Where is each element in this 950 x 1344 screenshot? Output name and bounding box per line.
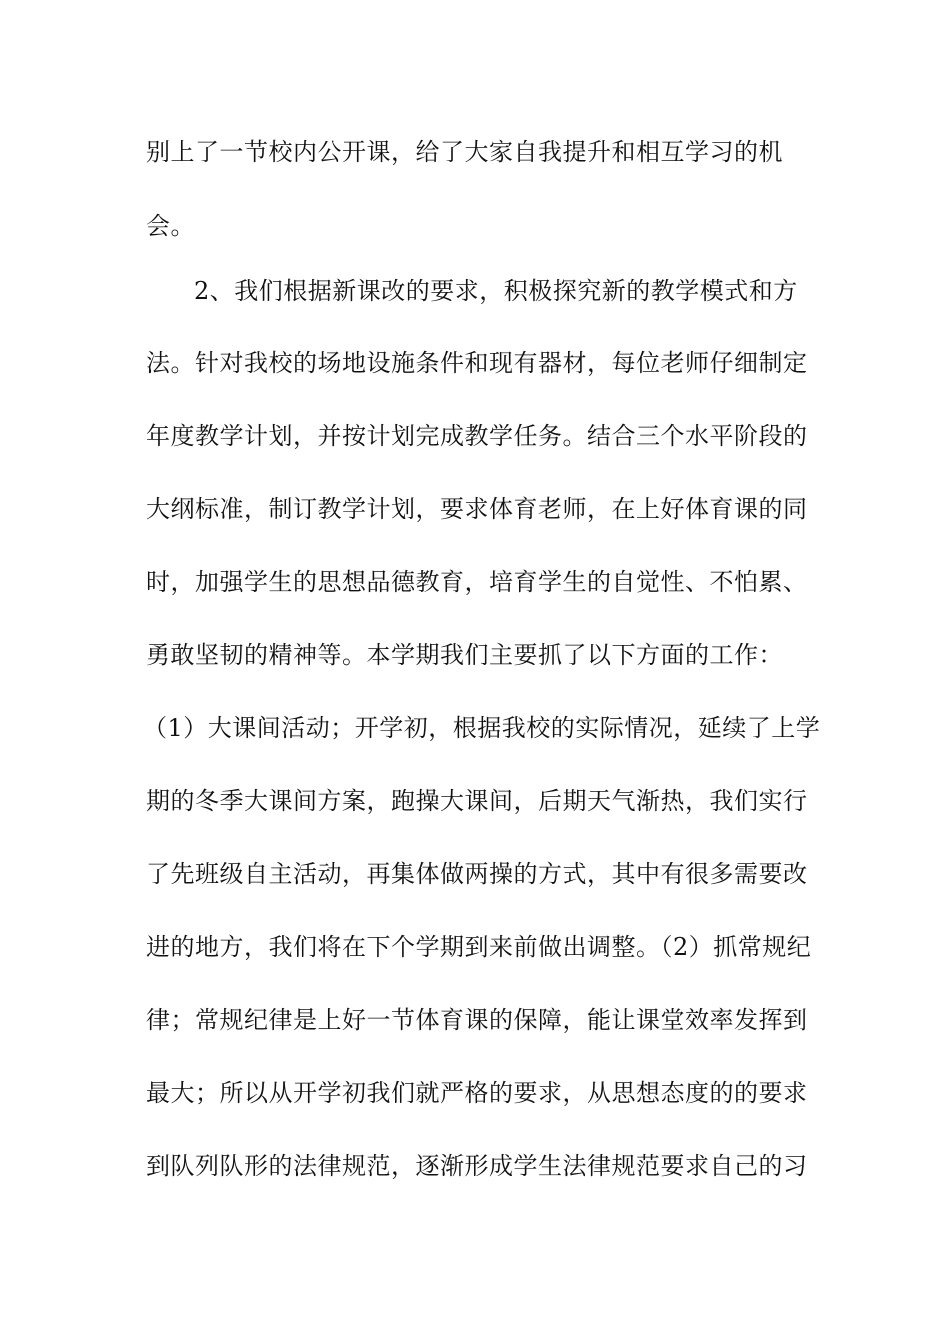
text-line: 大纲标准，制订教学计划，要求体育老师，在上好体育课的同 [146,495,808,523]
text-line: 律；常规纪律是上好一节体育课的保障，能让课堂效率发挥到 [146,1006,808,1034]
text-line: 期的冬季大课间方案，跑操大课间，后期天气渐热，我们实行 [146,787,808,815]
text-line: （1）大课间活动；开学初，根据我校的实际情况，延续了上学 [143,714,821,742]
text-line: 到队列队形的法律规范，逐渐形成学生法律规范要求自己的习 [146,1152,808,1180]
text-line: 勇敢坚韧的精神等。本学期我们主要抓了以下方面的工作： [146,641,783,669]
text-line: 会。 [146,212,195,240]
text-line: 时，加强学生的思想品德教育，培育学生的自觉性、不怕累、 [146,568,808,596]
text-line: 别上了一节校内公开课，给了大家自我提升和相互学习的机 [146,138,783,166]
text-line: 年度教学计划，并按计划完成教学任务。结合三个水平阶段的 [146,422,808,450]
text-line: 进的地方，我们将在下个学期到来前做出调整。（2）抓常规纪 [146,933,812,961]
paragraph-start-line: 2、我们根据新课改的要求，积极探究新的教学模式和方 [194,277,798,305]
text-line: 最大；所以从开学初我们就严格的要求，从思想态度的的要求 [146,1079,808,1107]
text-line: 法。针对我校的场地设施条件和现有器材，每位老师仔细制定 [146,349,808,377]
text-line: 了先班级自主活动，再集体做两操的方式，其中有很多需要改 [146,860,808,888]
